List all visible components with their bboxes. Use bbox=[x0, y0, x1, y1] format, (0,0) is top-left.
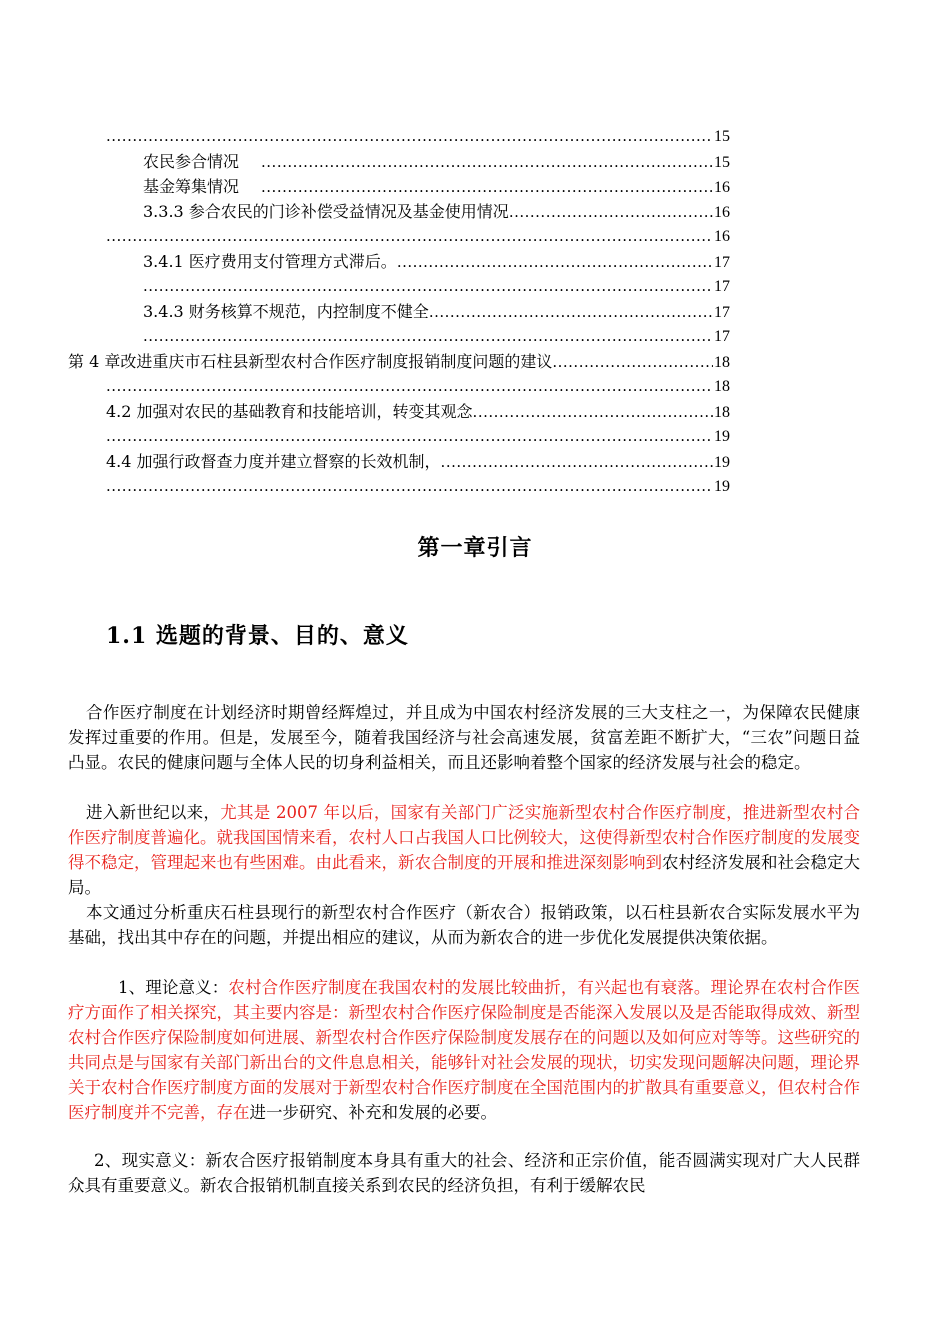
toc-leader-dots bbox=[106, 224, 713, 249]
toc-leader-dots bbox=[143, 274, 713, 299]
toc-entry[interactable] bbox=[143, 149, 730, 174]
toc-leader-dots bbox=[261, 175, 713, 200]
toc-leader-dots bbox=[397, 250, 713, 275]
toc-page-number: 16 bbox=[714, 204, 730, 221]
toc-leader-dots bbox=[473, 400, 713, 425]
toc-page-number: 17 bbox=[714, 278, 730, 295]
toc-leader-dots bbox=[509, 200, 713, 225]
toc-entry[interactable] bbox=[106, 224, 730, 249]
toc-leader-dots bbox=[106, 474, 713, 499]
toc-entry-title: 4.2 加强对农民的基础教育和技能培训，转变其观念 bbox=[106, 402, 473, 421]
paragraph-purpose bbox=[68, 900, 860, 950]
toc-entry-title: 农民参合情况 bbox=[143, 152, 240, 171]
toc-page-number: 19 bbox=[714, 478, 730, 495]
toc-leader-dots bbox=[106, 424, 713, 449]
highlighted-text: 尤其是 2007 年以后，国家有关部门广泛实施新型农村合作医疗制度，推进新型农村合作医疗制度普遍化。就我国国情来看，农村人口占我国人口比例较大，这使得新型农村合作医疗制度的发展变得不稳定，管理起来也有些困难。由此看来，新农合制度的开展和推进深刻影响到 bbox=[68, 803, 860, 872]
toc-leader-dots bbox=[552, 350, 713, 375]
paragraph-text: 进入新世纪以来， bbox=[86, 803, 221, 822]
toc-leader-dots bbox=[106, 124, 713, 149]
paragraph-new-century bbox=[68, 800, 860, 900]
toc-leader-dots bbox=[441, 450, 713, 475]
toc-entry-title: 3.4.1 医疗费用支付管理方式滞后。 bbox=[143, 252, 397, 271]
toc-page-number: 19 bbox=[714, 454, 730, 471]
paragraph-text: 农村经济发展和社会稳定大局。 bbox=[68, 853, 860, 897]
toc-page-number: 15 bbox=[714, 154, 730, 171]
toc-page-number: 16 bbox=[714, 179, 730, 196]
toc-page-number: 17 bbox=[714, 254, 730, 271]
toc-entry-title: 4.4 加强行政督查力度并建立督察的长效机制， bbox=[106, 452, 441, 471]
paragraph-text: 本文通过分析重庆石柱县现行的新型农村合作医疗（新农合）报销政策，以石柱县新农合实际发展水平为基础，找出其中存在的问题，并提出相应的建议，从而为新农合的进一步优化发展提供决策依据。 bbox=[68, 903, 860, 947]
paragraph-text: 1、理论意义： bbox=[118, 978, 229, 997]
paragraph-text: 2、现实意义：新农合医疗报销制度本身具有重大的社会、经济和正宗价值，能否圆满实现对广大人民群众具有重要意义。新农合报销机制直接关系到农民的经济负担，有利于缓解农民 bbox=[68, 1151, 860, 1195]
toc-entry-title: 3.4.3 财务核算不规范，内控制度不健全 bbox=[143, 302, 429, 321]
toc-entry-title: 基金筹集情况 bbox=[143, 177, 240, 196]
section-title: 1.1 选题的背景、目的、意义 bbox=[106, 623, 409, 649]
highlighted-text: 农村合作医疗制度在我国农村的发展比较曲折，有兴起也有衰落。理论界在农村合作医疗方面作了相关探究，其主要内容是：新型农村合作医疗保险制度是否能深入发展以及是否能取得成效、新型农村合作医疗保险制度如何进展、新型农村合作医疗保险制度发展存在的问题以及如何应对等等。这些研究的共同点是与国家有关部门新出台的文件息息相关，能够针对社会发展的现状，切实发现问题解决问题，理论界关于农村合作医疗制度方面的发展对于新型农村合作医疗制度在全国范围内的扩散具有重要意义，但农村合作医疗制度并不完善，存在 bbox=[68, 978, 860, 1122]
toc-entry[interactable] bbox=[143, 249, 730, 274]
paragraph-background bbox=[68, 700, 860, 775]
toc-entry[interactable] bbox=[106, 399, 730, 424]
paragraph-text: 进一步研究、补充和发展的必要。 bbox=[249, 1103, 497, 1122]
toc-leader-dots bbox=[106, 374, 713, 399]
toc-entry[interactable] bbox=[106, 424, 730, 449]
toc-page-number: 17 bbox=[714, 304, 730, 321]
toc-entry-title: 3.3.3 参合农民的门诊补偿受益情况及基金使用情况 bbox=[143, 202, 509, 221]
toc-entry[interactable] bbox=[106, 474, 730, 499]
toc-page-number: 16 bbox=[714, 228, 730, 245]
toc-page-number: 18 bbox=[714, 404, 730, 421]
toc-page-number: 18 bbox=[714, 378, 730, 395]
paragraph-practical-significance bbox=[68, 1148, 860, 1198]
toc-entry[interactable] bbox=[106, 449, 730, 474]
toc-leader-dots bbox=[143, 324, 713, 349]
toc-entry[interactable] bbox=[143, 299, 730, 324]
toc-entry[interactable] bbox=[143, 324, 730, 349]
chapter-title: 第一章引言 bbox=[417, 535, 533, 561]
toc-page-number: 18 bbox=[714, 354, 730, 371]
toc-entry[interactable] bbox=[143, 174, 730, 199]
paragraph-text: 合作医疗制度在计划经济时期曾经辉煌过，并且成为中国农村经济发展的三大支柱之一，为保障农民健康发挥过重要的作用。但是，发展至今，随着我国经济与社会高速发展，贫富差距不断扩大，“三农”问题日益凸显。农民的健康问题与全体人民的切身利益相关，而且还影响着整个国家的经济发展与社会的稳定。 bbox=[68, 703, 860, 772]
toc-page-number: 19 bbox=[714, 428, 730, 445]
paragraph-theoretical-significance bbox=[68, 975, 860, 1125]
toc-entry-title: 第 4 章改进重庆市石柱县新型农村合作医疗制度报销制度问题的建议 bbox=[68, 352, 553, 371]
toc-page-number: 15 bbox=[714, 128, 730, 145]
toc-entry[interactable] bbox=[68, 349, 730, 374]
toc-entry[interactable] bbox=[143, 274, 730, 299]
toc-leader-dots bbox=[261, 150, 713, 175]
toc-entry[interactable] bbox=[106, 374, 730, 399]
toc-entry[interactable] bbox=[143, 199, 730, 224]
toc-page-number: 17 bbox=[714, 328, 730, 345]
toc-leader-dots bbox=[429, 300, 713, 325]
toc-entry[interactable] bbox=[106, 124, 730, 149]
